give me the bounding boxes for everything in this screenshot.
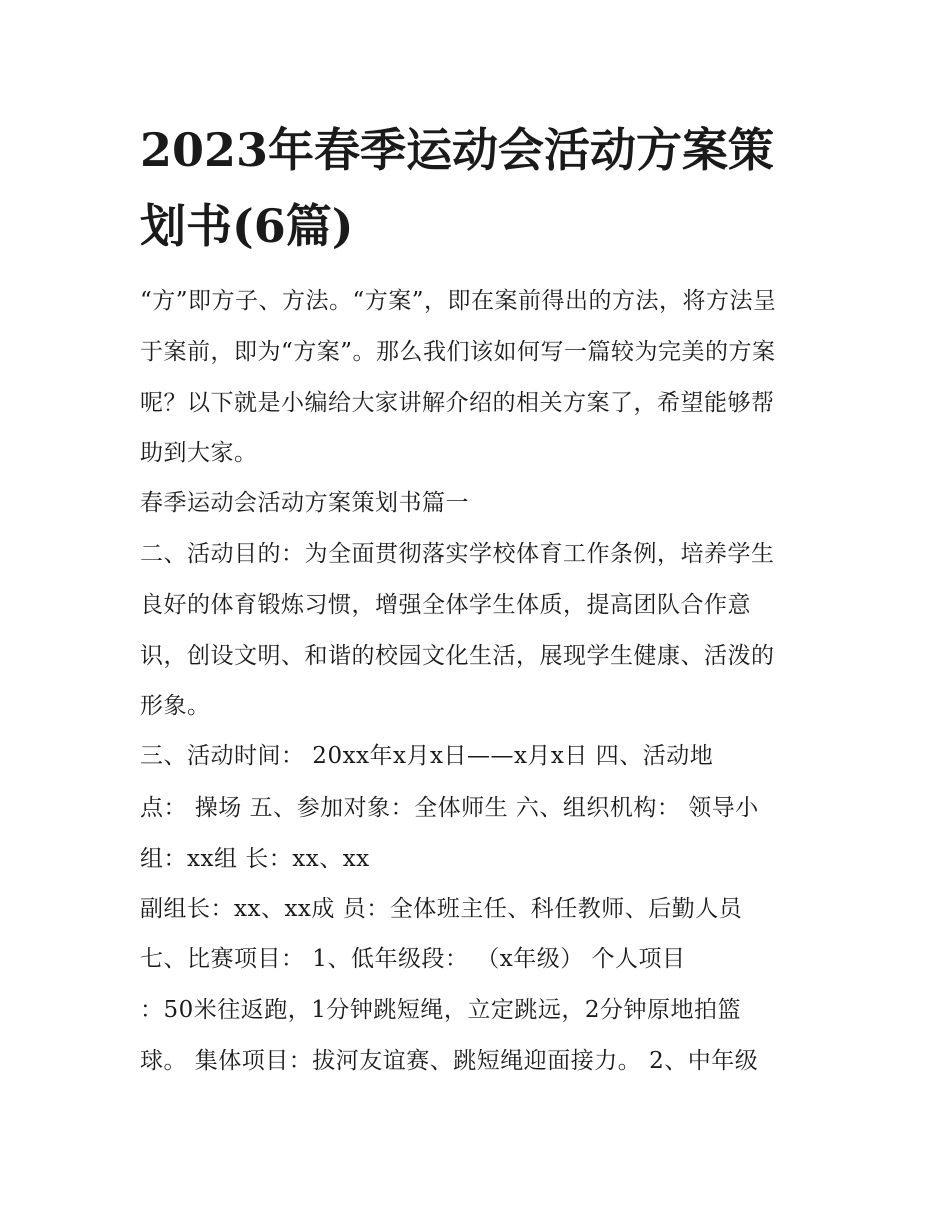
paragraph-line: 二、活动目的：为全面贯彻落实学校体育工作条例，培养学生	[140, 541, 775, 567]
section-heading: 春季运动会活动方案策划书篇一	[140, 490, 469, 516]
paragraph-line: 助到大家。	[140, 440, 258, 466]
paragraph-line: 呢？以下就是小编给大家讲解介绍的相关方案了，希望能够帮	[140, 390, 775, 416]
paragraph-line: 三、活动时间： 20xx年x月x日——x月x日 四、活动地	[140, 743, 714, 769]
paragraph-line: “方”即方子、方法。“方案”，即在案前得出的方法，将方法呈	[140, 288, 777, 314]
paragraph-line: 组：xx组 长：xx、xx	[140, 846, 370, 872]
paragraph-line: ：50米往返跑，1分钟跳短绳，立定跳远，2分钟原地拍篮	[140, 997, 742, 1023]
paragraph-line: 良好的体育锻炼习惯，增强全体学生体质，提高团队合作意	[140, 592, 751, 618]
paragraph-line: 七、比赛项目： 1、低年级段： （x年级） 个人项目	[140, 946, 686, 972]
paragraph-line: 识，创设文明、和谐的校园文化生活，展现学生健康、活泼的	[140, 643, 775, 669]
paragraph-line: 副组长：xx、xx成 员：全体班主任、科任教师、后勤人员	[140, 896, 743, 922]
document-title-line-2: 划书(6篇)	[140, 199, 354, 253]
document-title-line-1: 2023年春季运动会活动方案策	[140, 123, 775, 177]
paragraph-line: 形象。	[140, 693, 211, 719]
paragraph-line: 于案前，即为“方案”。那么我们该如何写一篇较为完美的方案	[140, 339, 776, 365]
paragraph-line: 球。 集体项目：拔河友谊赛、跳短绳迎面接力。 2、中年级	[140, 1048, 759, 1074]
paragraph-line: 点： 操场 五、参加对象：全体师生 六、组织机构： 领导小	[140, 795, 759, 821]
